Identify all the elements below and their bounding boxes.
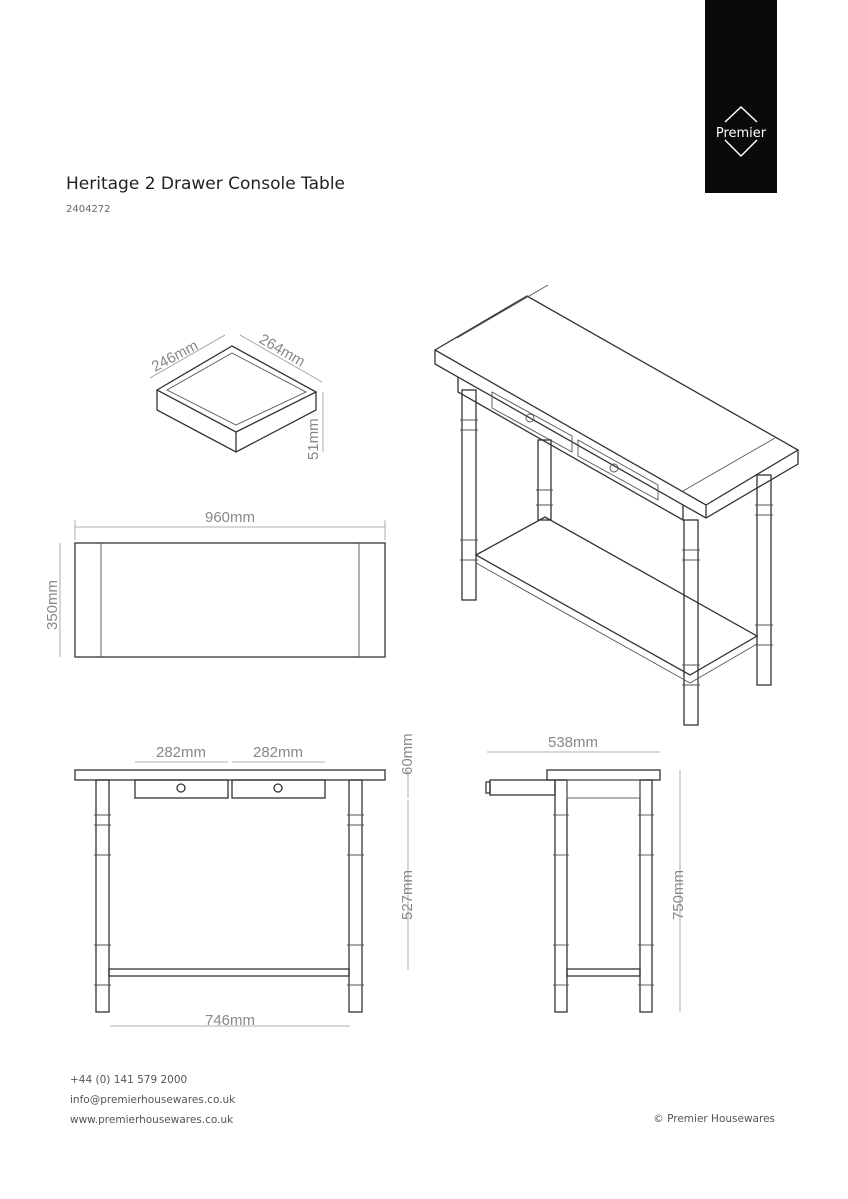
inner-leg-width-label: 746mm [204,1012,256,1029]
footer-copyright: © Premier Housewares [653,1113,775,1125]
product-code: 2404272 [66,204,111,215]
drawer-width-label: 264mm [256,330,308,371]
top-depth-label: 350mm [44,579,61,630]
footer-website[interactable]: www.premierhousewares.co.uk [70,1114,234,1126]
drawer-front-right-label: 282mm [252,744,304,761]
top-view-drawing [44,509,385,657]
total-height-label: 750mm [670,869,687,920]
svg-text:Premier: Premier [715,126,767,141]
side-view-drawing [486,734,687,1012]
drawer-height-label: 51mm [305,418,322,460]
depth-with-drawer-label: 538mm [547,734,599,751]
drawer-front-left-label: 282mm [155,744,207,761]
product-title: Heritage 2 Drawer Console Table [66,174,346,194]
top-width-label: 960mm [204,509,256,526]
isometric-view-drawing [435,285,798,725]
drawer-box-drawing [149,331,323,460]
footer-phone: +44 (0) 141 579 2000 [70,1074,188,1086]
footer-email[interactable]: info@premierhousewares.co.uk [70,1094,236,1106]
leg-clearance-label: 527mm [399,869,416,920]
front-view-drawing [75,733,416,1029]
drawer-depth-label: 246mm [148,337,202,376]
apron-height-label: 60mm [399,733,416,775]
